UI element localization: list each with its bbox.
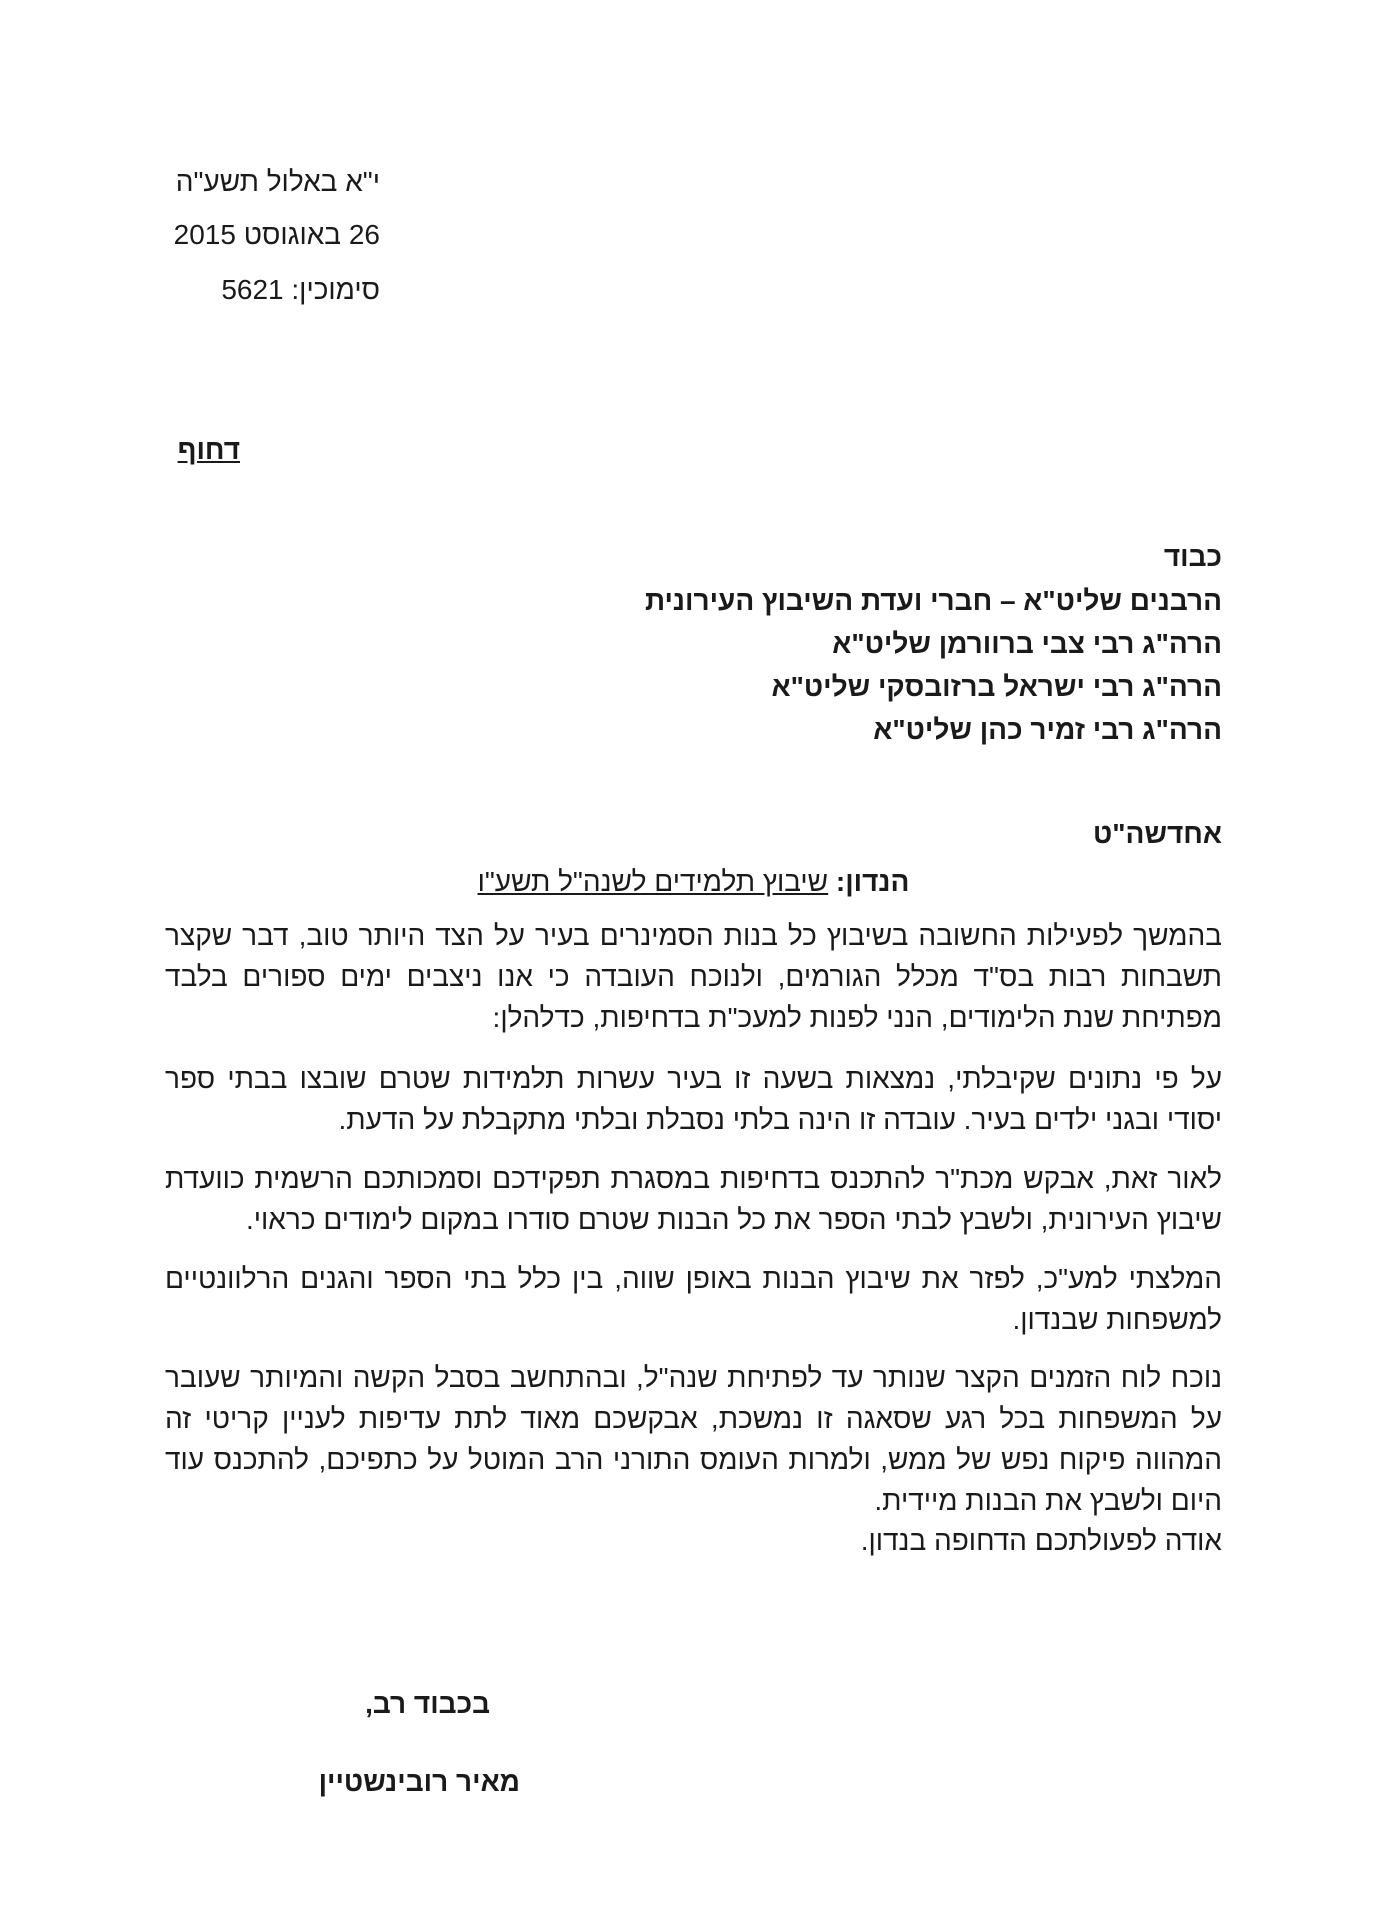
greeting: אחדשה"ט: [1092, 818, 1222, 849]
signer-name: מאיר רובינשטיין: [318, 1766, 520, 1797]
recipient-line: הרה"ג רבי ישראל ברזובסקי שליט"א: [771, 671, 1222, 702]
body-paragraph: אודה לפעולתכם הדחופה בנדון.: [860, 1525, 1222, 1556]
recipient-line: הרה"ג רבי זמיר כהן שליט"א: [873, 714, 1222, 745]
body-paragraph: המלצתי למע"כ, לפזר את שיבוץ הבנות באופן שווה, בין כלל בתי הספר והגנים הרלוונטיים למשפחות שבנדון.: [165, 1263, 1222, 1335]
subject-label: הנדון:: [835, 866, 910, 897]
hebrew-date: י"א באלול תשע"ה: [175, 166, 380, 197]
body-paragraph: לאור זאת, אבקש מכת"ר להתכנס בדחיפות במסגרת תפקידכם וסמכותכם הרשמית כוועדת שיבוץ העירונית, ולשבץ לבתי הספר את כל הבנות שטרם סודרו במקום לימודים כראוי.: [165, 1163, 1222, 1235]
recipient-line: הרה"ג רבי צבי ברוורמן שליט"א: [832, 628, 1222, 659]
subject-line: [165, 865, 1222, 899]
recipient-salutation: כבוד: [1163, 541, 1222, 572]
subject-text: שיבוץ תלמידים לשנה"ל תשע"ו: [477, 866, 829, 897]
reference-number: סימוכין: 5621: [221, 274, 380, 305]
body-paragraph: נוכח לוח הזמנים הקצר שנותר עד לפתיחת שנה"ל, ובהתחשב בסבל הקשה והמיותר שעובר על המשפחות בכל רגע שסאגה זו נמשכת, אבקשכם מאוד לתת עדיפות לעניין קריטי זה המהווה פיקוח נפש של ממש, ולמרות העומס התורני הרב המוטל על כתפיכם, להתכנס עוד היום ולשבץ את הבנות מיידית.: [165, 1362, 1222, 1516]
closing: בכבוד רב,: [365, 1688, 490, 1719]
body-paragraph: בהמשך לפעילות החשובה בשיבוץ כל בנות הסמינרים בעיר על הצד היותר טוב, דבר שקצר תשבחות רבות בס"ד מכלל הגורמים, ולנוכח העובדה כי אנו ניצבים ימים ספורים בלבד מפתיחת שנת הלימודים, הנני לפנות למעכ"ת בדחיפות, כדלהלן:: [165, 920, 1222, 1033]
gregorian-date: 26 באוגוסט 2015: [173, 219, 380, 250]
recipient-line: הרבנים שליט"א – חברי ועדת השיבוץ העירונית: [644, 585, 1222, 616]
urgent-label: דחוף: [177, 434, 240, 465]
body-paragraph: על פי נתונים שקיבלתי, נמצאות בשעה זו בעיר עשרות תלמידות שטרם שובצו בבתי ספר יסודי ובגני ילדים בעיר. עובדה זו הינה בלתי נסבלת ובלתי מתקבלת על הדעת.: [165, 1063, 1222, 1135]
